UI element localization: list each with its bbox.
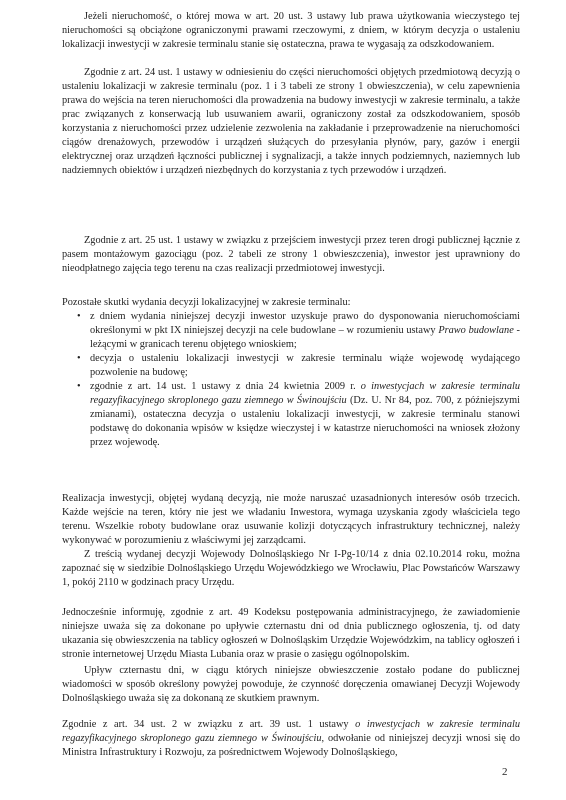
section-art-24 (62, 66, 520, 178)
list-item (62, 310, 520, 352)
section-rights-expiry (62, 10, 520, 52)
paragraph: Jeżeli nieruchomość, o której mowa w art. 20 ust. 3 ustawy lub prawa użytkowania wieczystego tej nieruchomości są obciążone ograniczonymi prawami rzeczowymi, z dniem, w którym decyzja o ustaleniu lokalizacji inwestycji w zakresie terminalu stanie się ostateczna, prawa te wygasają za odszkodowaniem. (62, 11, 520, 50)
list-item-text: zgodnie z art. 14 ust. 1 ustawy z dnia 24 kwietnia 2009 r. (90, 381, 361, 392)
paragraph-text: Zgodnie z art. 34 ust. 2 w związku z art. 39 ust. 1 ustawy (62, 719, 356, 730)
paragraph-text: , odwołanie od niniejszej decyzji wnosi się do Ministra Infrastruktury i Rozwoju, za pośrednictwem Wojewody Dolnośląskiego, (62, 733, 520, 758)
section-notification (62, 606, 520, 662)
section-appeal (62, 718, 520, 760)
paragraph: Zgodnie z art. 25 ust. 1 ustawy w związku z przejściem inwestycji przez teren drogi publicznej łącznie z pasem montażowym gazociągu (poz. 2 tabeli ze strony 1 obwieszczenia), inwestor jest uprawniony do nieodpłatnego zajęcia tego terenu na czas realizacji przedmiotowej inwestycji. (62, 235, 520, 274)
paragraph-italic: o inwestycjach w zakresie terminalu regazyfikacyjnego skroplonego gazu ziemnego w Świnoujściu (62, 719, 520, 744)
section-decision-access (62, 548, 520, 590)
list-item-text: z dniem wydania niniejszej decyzji inwestor uzyskuje prawo do dysponowania nieruchomościami określonymi w pkt IX niniejszej decyzji na cele budowlane – w rozumieniu ustawy (90, 311, 520, 336)
bullet-icon: • (77, 311, 81, 322)
list-item-text: - leżącymi w granicach terenu objętego wnioskiem; (90, 325, 520, 350)
section-delivery (62, 664, 520, 706)
paragraph: Jednocześnie informuję, zgodnie z art. 49 Kodeksu postępowania administracyjnego, że zawiadomienie niniejsze uważa się za dokonane po upływie czternastu dni od dnia publicznego ogłoszenia, tj. od daty ukazania się obwieszczenia na tablicy ogłoszeń w Dolnośląskim Urzędzie Wojewódzkim, na tablicy ogłoszeń i stronie internetowej Urzędu Miasta Lubania oraz w prasie o zasięgu ogólnopolskim. (62, 607, 520, 660)
paragraph: Realizacja inwestycji, objętej wydaną decyzją, nie może naruszać uzasadnionych interesów osób trzecich. Każde wejście na teren, który nie jest we władaniu Inwestora, wymaga uzyskania zgody właściciela tego terenu. Wszelkie roboty budowlane oraz usuwanie kolizji dotyczących infrastruktury technicznej, należy wykonywać w porozumieniu z właściwymi jej zarządcami. (62, 493, 520, 546)
bullet-icon: • (77, 353, 81, 364)
effects-list (62, 310, 520, 450)
list-item-italic: o inwestycjach w zakresie terminalu regazyfikacyjnego skroplonego gazu ziemnego w Świnoujściu (90, 381, 520, 406)
paragraph (62, 718, 520, 760)
paragraph: Z treścią wydanej decyzji Wojewody Dolnośląskiego Nr I-Pg-10/14 z dnia 02.10.2014 roku, można zapoznać się w siedzibie Dolnośląskiego Urzędu Wojewódzkiego we Wrocławiu, Plac Powstańców Warszawy 1, pokój 2110 w godzinach pracy Urzędu. (62, 549, 520, 588)
paragraph: Upływ czternastu dni, w ciągu których niniejsze obwieszczenie zostało podane do publicznej wiadomości w sposób określony powyżej powoduje, że czynność doręczenia omawianej Decyzji Wojewody Dolnośląskiego uważa się za dokonaną ze skutkiem prawnym. (62, 665, 520, 704)
paragraph: Zgodnie z art. 24 ust. 1 ustawy w odniesieniu do części nieruchomości objętych przedmiotową decyzją o ustaleniu lokalizacji w zakresie terminalu (poz. 1 i 3 tabeli ze strony 1 obwieszczenia), w celu zapewnienia prawa do wejścia na teren nieruchomości dla prowadzenia na budowy inwestycji w zakresie terminalu, a także prac związanych z konserwacją lub usuwaniem awarii, ograniczony został za odszkodowaniem, sposób korzystania z nieruchomości przez udzielenie zezwolenia na zakładanie i przeprowadzenie na nieruchomości ciągów drenażowych, przewodów i urządzeń służących do przesyłania płynów, pary, gazów i energii elektrycznej oraz urządzeń łączności publicznej i sygnalizacji, a także innych podziemnych, naziemnych lub nadziemnych obiektów i urządzeń niezbędnych do korzystania z tych przewodów i urządzeń. (62, 67, 520, 176)
bullet-icon: • (77, 381, 81, 392)
section-other-effects (62, 296, 520, 310)
list-item (62, 380, 520, 450)
paragraph: Pozostałe skutki wydania decyzji lokalizacyjnej w zakresie terminalu: (62, 297, 351, 308)
page-number: 2 (502, 766, 508, 778)
section-art-25 (62, 234, 520, 276)
list-item (62, 352, 520, 380)
list-item-italic: Prawo budowlane (438, 325, 514, 336)
list-item-text: (Dz. U. Nr 84, poz. 700, z późniejszymi zmianami), ostateczna decyzja o ustaleniu lokalizacji inwestycji, w zakresie terminalu stanowi podstawę do dokonania wpisów w księdze wieczystej i w katastrze nieruchomości na wniosek złożony przez wojewodę. (90, 395, 520, 448)
list-item-text: decyzja o ustaleniu lokalizacji inwestycji w zakresie terminalu wiąże wojewodę wydającego pozwolenie na budowę; (90, 353, 520, 378)
section-third-parties (62, 492, 520, 548)
